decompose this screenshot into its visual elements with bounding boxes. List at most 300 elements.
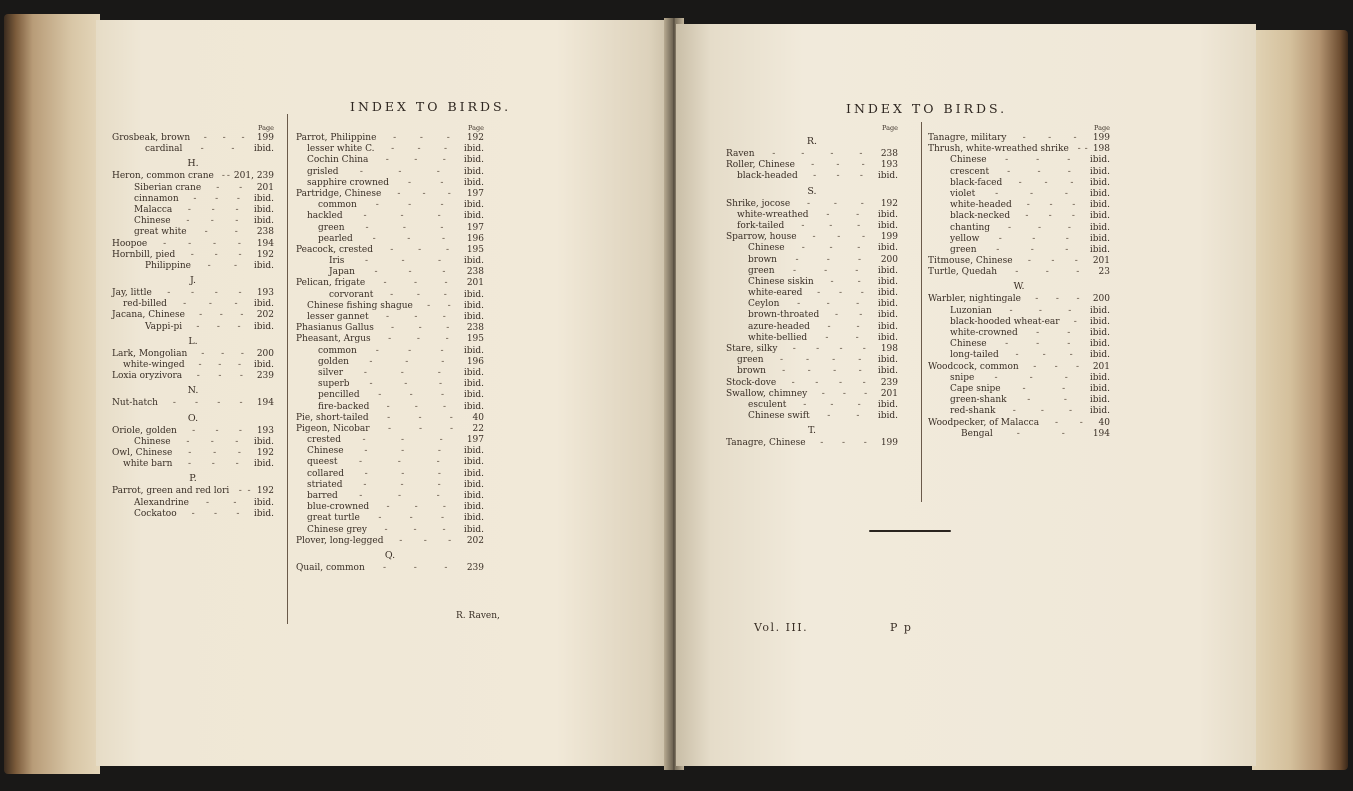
leader-dash: - bbox=[1064, 372, 1068, 383]
leader-dash: - bbox=[1042, 350, 1046, 361]
leader-dash: - bbox=[437, 479, 441, 490]
leader-dash: - bbox=[995, 188, 999, 199]
leader-dash: - bbox=[235, 216, 239, 227]
entry-name: white-headed bbox=[950, 200, 1012, 211]
index-entry bbox=[112, 322, 274, 333]
index-entry bbox=[112, 398, 274, 409]
entry-page: 199 bbox=[256, 133, 274, 143]
entry-page: ibid. bbox=[253, 360, 274, 370]
index-section-letter: R. bbox=[806, 136, 818, 147]
index-section-letter: P. bbox=[189, 473, 197, 485]
leader-dash: - bbox=[1068, 305, 1072, 316]
leader-dash: - bbox=[1048, 211, 1052, 222]
leader-dash: - bbox=[1022, 383, 1026, 394]
leader-dash: - bbox=[856, 299, 860, 310]
entry-page: ibid. bbox=[1089, 395, 1110, 406]
entry-name: striated bbox=[307, 479, 343, 490]
entry-page: ibid. bbox=[877, 288, 898, 299]
entry-page: ibid. bbox=[463, 457, 484, 468]
entry-name: Japan bbox=[329, 267, 355, 278]
leader-dash: - bbox=[369, 356, 373, 367]
entry-page: ibid. bbox=[253, 459, 274, 470]
leader-dash: - bbox=[414, 155, 418, 166]
leader-dash: - bbox=[400, 367, 404, 378]
leader-dash: - bbox=[446, 323, 450, 334]
leader-dash: - bbox=[797, 299, 801, 310]
leader-dash: - bbox=[364, 468, 368, 479]
entry-name: fire-backed bbox=[318, 401, 370, 412]
leader-dash: - bbox=[401, 435, 405, 446]
index-entry bbox=[296, 368, 484, 379]
index-entry bbox=[112, 486, 274, 497]
leader-dash: - bbox=[861, 160, 865, 171]
leader-dash: - bbox=[1073, 316, 1077, 327]
leader-dash: - bbox=[1064, 188, 1068, 199]
index-entry bbox=[296, 502, 484, 513]
entry-name: Owl, Chinese bbox=[112, 447, 173, 458]
leader-dash: - bbox=[390, 323, 394, 334]
entry-page: ibid. bbox=[877, 265, 898, 276]
leader-dash: - bbox=[791, 377, 795, 388]
entry-name: Thrush, white-wreathed shrike bbox=[928, 144, 1069, 155]
page-column-label: Page bbox=[468, 124, 484, 132]
leader-dash: - bbox=[1005, 339, 1009, 350]
entry-name: Chinese bbox=[307, 446, 344, 457]
entry-page: 200 bbox=[880, 254, 898, 265]
leader-dash: - bbox=[214, 249, 218, 260]
index-entry bbox=[928, 167, 1110, 178]
entry-page: ibid. bbox=[877, 243, 898, 254]
leader-dash: - bbox=[830, 276, 834, 287]
leader-dash: - bbox=[237, 238, 241, 249]
leader-dash: - bbox=[241, 133, 245, 143]
leader-dash: - bbox=[388, 423, 392, 434]
entry-page: ibid. bbox=[877, 332, 898, 343]
leader-dash: - bbox=[801, 243, 805, 254]
index-entry bbox=[296, 536, 484, 547]
leader-dash: - bbox=[191, 288, 195, 299]
leader-dash: - bbox=[437, 446, 441, 457]
leader-dash: - bbox=[1079, 417, 1083, 428]
entry-name: red-shank bbox=[950, 406, 996, 417]
entry-name: Philippine bbox=[145, 260, 192, 271]
entry-name: black-faced bbox=[950, 177, 1003, 188]
leader-dash: - bbox=[239, 398, 243, 409]
leader-dash: - bbox=[369, 379, 373, 390]
index-entry bbox=[726, 400, 898, 411]
index-entry bbox=[726, 160, 898, 171]
entry-page: ibid. bbox=[877, 276, 898, 287]
index-entry bbox=[296, 256, 484, 267]
leader-dash: - bbox=[806, 355, 810, 366]
index-entry bbox=[296, 525, 484, 536]
leader-dash: - bbox=[441, 513, 445, 524]
leader-dash: - bbox=[1069, 350, 1073, 361]
leader-dash: - bbox=[449, 423, 453, 434]
leader-dash: - bbox=[226, 171, 230, 182]
leader-dash: - bbox=[1035, 294, 1039, 305]
leader-dash: - bbox=[187, 204, 191, 215]
entry-page: 23 bbox=[1098, 267, 1110, 278]
leader-dash: - bbox=[385, 312, 389, 322]
entry-page: 196 bbox=[466, 356, 484, 367]
entry-name: Warbler, nightingale bbox=[928, 294, 1021, 305]
leader-dash: - bbox=[446, 133, 450, 143]
entry-name: Pigeon, Nicobar bbox=[296, 423, 370, 434]
leader-dash: - bbox=[397, 491, 402, 501]
entry-name: corvorant bbox=[329, 289, 374, 300]
leader-dash: - bbox=[231, 144, 235, 155]
leader-dash: - bbox=[442, 267, 446, 278]
leader-dash: - bbox=[1048, 133, 1052, 143]
leader-dash: - bbox=[378, 513, 382, 524]
leader-dash: - bbox=[442, 401, 446, 412]
entry-name: common bbox=[318, 200, 357, 211]
index-entry bbox=[296, 245, 484, 256]
index-entry bbox=[928, 133, 1110, 144]
index-entry bbox=[296, 357, 484, 368]
leader-dash: - bbox=[374, 267, 378, 278]
leader-dash: - bbox=[408, 345, 412, 356]
leader-dash: - bbox=[210, 436, 214, 447]
entry-page: 196 bbox=[466, 233, 484, 244]
leader-dash: - bbox=[414, 502, 418, 513]
leader-dash: - bbox=[409, 513, 413, 524]
index-entry bbox=[726, 299, 898, 310]
leader-dash: - bbox=[390, 244, 394, 255]
index-entry bbox=[726, 322, 898, 333]
index-entry bbox=[296, 267, 484, 278]
leader-dash: - bbox=[859, 149, 863, 159]
entry-name: Chinese bbox=[748, 243, 785, 254]
leader-dash: - bbox=[205, 497, 210, 508]
entry-name: green bbox=[318, 222, 345, 233]
leader-dash: - bbox=[404, 379, 408, 390]
leader-dash: - bbox=[1065, 233, 1069, 244]
entry-name: Oriole, golden bbox=[112, 425, 177, 436]
entry-name: Parrot, green and red lori bbox=[112, 486, 230, 497]
entry-name: white-bellied bbox=[748, 332, 808, 343]
leader-dash: - bbox=[856, 321, 860, 332]
leader-dash: - bbox=[235, 436, 239, 447]
leader-dash: - bbox=[215, 425, 219, 436]
entry-page: ibid. bbox=[253, 497, 274, 508]
leader-dash: - bbox=[440, 222, 444, 233]
entry-page: ibid. bbox=[877, 220, 898, 231]
leader-dash: - bbox=[1067, 339, 1071, 350]
entry-page: ibid. bbox=[463, 379, 484, 390]
leader-dash: - bbox=[203, 133, 207, 143]
leader-dash: - bbox=[364, 446, 368, 457]
entry-name: white-winged bbox=[123, 360, 185, 370]
index-section-letter: J. bbox=[189, 275, 197, 287]
index-entry bbox=[112, 216, 274, 227]
entry-page: 201 bbox=[466, 278, 484, 289]
leader-dash: - bbox=[397, 457, 401, 468]
left-page bbox=[96, 20, 672, 766]
leader-dash: - bbox=[1084, 144, 1088, 155]
leader-dash: - bbox=[1067, 222, 1071, 233]
entry-page: 199 bbox=[880, 438, 898, 449]
leader-dash: - bbox=[239, 371, 243, 382]
entry-name: Nut-hatch bbox=[112, 398, 158, 409]
index-entry bbox=[296, 379, 484, 390]
entry-name: white-eared bbox=[748, 288, 803, 299]
leader-dash: - bbox=[1063, 395, 1067, 406]
entry-page: 201 bbox=[1092, 256, 1110, 267]
leader-dash: - bbox=[375, 200, 379, 211]
entry-name: Tanagre, Chinese bbox=[726, 438, 806, 449]
entry-page: ibid. bbox=[1089, 383, 1110, 394]
entry-page: ibid. bbox=[1089, 222, 1110, 233]
entry-page: 239 bbox=[466, 562, 484, 573]
entry-page: ibid. bbox=[1089, 166, 1110, 177]
leader-dash: - bbox=[1025, 211, 1029, 222]
leader-dash: - bbox=[1038, 305, 1042, 316]
entry-name: Ceylon bbox=[748, 299, 780, 310]
leader-dash: - bbox=[838, 377, 842, 388]
entry-page: ibid. bbox=[463, 524, 484, 535]
entry-page: 192 bbox=[256, 249, 274, 260]
index-entry bbox=[112, 133, 274, 144]
entry-name: lesser gannet bbox=[307, 312, 369, 322]
index-entry bbox=[296, 155, 484, 166]
leader-dash: - bbox=[362, 435, 366, 446]
entry-page: ibid. bbox=[877, 321, 898, 332]
leader-dash: - bbox=[212, 238, 217, 249]
index-entry bbox=[296, 457, 484, 468]
running-head-right: INDEX TO BIRDS. bbox=[846, 101, 1008, 116]
entry-page: 238 bbox=[256, 227, 274, 238]
leader-dash: - bbox=[192, 425, 196, 436]
leader-dash: - bbox=[858, 355, 862, 366]
leader-dash: - bbox=[833, 366, 837, 377]
leader-dash: - bbox=[440, 177, 444, 188]
leader-dash: - bbox=[363, 479, 367, 490]
leader-dash: - bbox=[196, 371, 200, 382]
leader-dash: - bbox=[441, 390, 445, 401]
leader-dash: - bbox=[1067, 155, 1071, 166]
entry-name: white-wreathed bbox=[737, 209, 809, 220]
leader-dash: - bbox=[839, 344, 843, 354]
index-section-letter: Q. bbox=[384, 549, 396, 561]
leader-dash: - bbox=[238, 425, 242, 436]
leader-dash: - bbox=[442, 524, 446, 535]
entry-page: ibid. bbox=[877, 209, 898, 220]
leader-dash: - bbox=[363, 367, 367, 378]
leader-dash: - bbox=[792, 265, 796, 276]
leader-dash: - bbox=[1076, 267, 1080, 278]
leader-dash: - bbox=[860, 198, 864, 209]
index-entry bbox=[296, 301, 484, 312]
leader-dash: - bbox=[436, 457, 440, 468]
leader-dash: - bbox=[365, 222, 369, 233]
leader-dash: - bbox=[235, 459, 239, 470]
leader-dash: - bbox=[442, 502, 446, 513]
entry-name: Malacca bbox=[134, 204, 173, 215]
leader-dash: - bbox=[832, 355, 836, 366]
leader-dash: - bbox=[407, 233, 411, 244]
entry-name: crescent bbox=[950, 166, 990, 177]
index-entry bbox=[928, 256, 1110, 267]
entry-name: hackled bbox=[307, 211, 343, 222]
leader-dash: - bbox=[240, 310, 244, 321]
entry-page: ibid. bbox=[253, 193, 274, 204]
entry-name: blue-crowned bbox=[307, 502, 370, 513]
leader-dash: - bbox=[864, 388, 868, 399]
leader-dash: - bbox=[237, 447, 241, 458]
leader-dash: - bbox=[221, 171, 225, 182]
leader-dash: - bbox=[1065, 244, 1069, 255]
leader-dash: - bbox=[994, 372, 998, 383]
leader-dash: - bbox=[238, 249, 242, 260]
entry-name: Bengal bbox=[961, 428, 993, 439]
entry-name: Heron, common crane bbox=[112, 171, 214, 182]
entry-page: 238 bbox=[880, 149, 898, 159]
leader-dash: - bbox=[400, 211, 404, 222]
entry-name: Chinese bbox=[950, 339, 987, 350]
entry-name: black-headed bbox=[737, 171, 798, 182]
leader-dash: - bbox=[837, 232, 841, 243]
leader-dash: - bbox=[817, 288, 821, 299]
entry-page: ibid. bbox=[253, 508, 274, 519]
right-index-column-2 bbox=[928, 123, 1110, 440]
leader-dash: - bbox=[372, 233, 376, 244]
index-section-letter: W. bbox=[1013, 281, 1025, 293]
index-entry bbox=[296, 278, 484, 289]
index-entry bbox=[726, 243, 898, 254]
entry-page: ibid. bbox=[877, 399, 898, 410]
index-entry bbox=[112, 183, 274, 194]
index-entry bbox=[296, 413, 484, 424]
leader-dash: - bbox=[1012, 406, 1016, 417]
index-entry bbox=[928, 267, 1110, 278]
index-entry bbox=[112, 310, 274, 321]
entry-page: ibid. bbox=[463, 367, 484, 378]
leader-dash: - bbox=[1040, 406, 1044, 417]
leader-dash: - bbox=[234, 299, 238, 310]
index-section-letter: H. bbox=[187, 158, 199, 170]
leader-dash: - bbox=[186, 436, 190, 447]
entry-name: Turtle, Quedah bbox=[928, 267, 998, 278]
leader-dash: - bbox=[807, 198, 811, 209]
leader-dash: - bbox=[437, 468, 441, 479]
entry-page: 239 bbox=[256, 371, 274, 382]
index-entry bbox=[928, 234, 1110, 245]
leader-dash: - bbox=[200, 144, 204, 155]
leader-dash: - bbox=[816, 344, 820, 354]
leader-dash: - bbox=[1036, 328, 1040, 338]
leader-dash: - bbox=[390, 289, 394, 300]
index-entry bbox=[296, 167, 484, 178]
leader-dash: - bbox=[383, 562, 387, 573]
index-section-letter: L. bbox=[188, 335, 198, 347]
entry-name: Cape snipe bbox=[950, 383, 1001, 394]
entry-page: ibid. bbox=[463, 479, 484, 490]
leader-dash: - bbox=[407, 177, 412, 188]
leader-dash: - bbox=[829, 243, 833, 254]
entry-page: ibid. bbox=[253, 299, 274, 310]
leader-dash: - bbox=[1049, 200, 1053, 211]
leader-dash: - bbox=[1029, 372, 1033, 383]
entry-page: 194 bbox=[256, 398, 274, 409]
leader-dash: - bbox=[378, 390, 382, 401]
leader-dash: - bbox=[855, 265, 859, 276]
signature-mark: P p bbox=[890, 621, 913, 634]
leader-dash: - bbox=[447, 300, 451, 311]
leader-dash: - bbox=[1045, 267, 1049, 278]
entry-name: silver bbox=[318, 367, 344, 378]
leader-dash: - bbox=[400, 479, 404, 490]
leader-dash: - bbox=[807, 366, 811, 377]
leader-dash: - bbox=[188, 447, 192, 458]
leader-dash: - bbox=[858, 254, 862, 265]
entry-name: Chinese siskin bbox=[748, 276, 814, 287]
leader-dash: - bbox=[238, 486, 242, 497]
entry-page: ibid. bbox=[463, 289, 484, 300]
entry-name: Woodpecker, of Malacca bbox=[928, 417, 1040, 428]
leader-dash: - bbox=[779, 355, 783, 366]
entry-name: Hoopoe bbox=[112, 238, 148, 249]
entry-name: Pheasant, Argus bbox=[296, 334, 371, 345]
entry-page: ibid. bbox=[463, 513, 484, 524]
leader-dash: - bbox=[1036, 155, 1040, 166]
entry-name: Cochin China bbox=[307, 155, 369, 166]
index-entry bbox=[928, 223, 1110, 234]
leader-dash: - bbox=[236, 193, 240, 204]
entry-name: long-tailed bbox=[950, 350, 999, 361]
leader-dash: - bbox=[408, 200, 412, 211]
entry-name: barred bbox=[307, 491, 338, 501]
index-entry bbox=[726, 310, 898, 321]
entry-page: ibid. bbox=[1089, 316, 1110, 327]
index-entry bbox=[112, 437, 274, 448]
leader-dash: - bbox=[801, 220, 805, 231]
leader-dash: - bbox=[204, 227, 208, 238]
leader-dash: - bbox=[422, 188, 426, 199]
entry-name: Lark, Mongolian bbox=[112, 348, 188, 359]
entry-name: cinnamon bbox=[134, 193, 179, 204]
leader-dash: - bbox=[414, 312, 418, 322]
entry-name: esculent bbox=[748, 399, 787, 410]
entry-name: black-hooded wheat-ear bbox=[950, 316, 1060, 327]
leader-dash: - bbox=[218, 371, 222, 382]
leader-dash: - bbox=[195, 398, 199, 409]
leader-dash: - bbox=[996, 244, 1000, 255]
index-section-letter: N. bbox=[187, 385, 199, 397]
index-entry bbox=[296, 469, 484, 480]
leader-dash: - bbox=[402, 222, 406, 233]
entry-name: brown bbox=[737, 366, 766, 377]
leader-dash: - bbox=[836, 171, 840, 182]
leader-dash: - bbox=[1074, 256, 1078, 267]
entry-name: brown-throated bbox=[748, 310, 820, 321]
entry-page: 194 bbox=[1092, 428, 1110, 439]
leader-dash: - bbox=[401, 446, 405, 457]
leader-dash: - bbox=[834, 310, 838, 321]
entry-name: grisled bbox=[307, 166, 339, 177]
entry-page: 192 bbox=[466, 133, 484, 143]
index-entry bbox=[296, 133, 484, 144]
leader-dash: - bbox=[439, 379, 443, 390]
page-column-label: Page bbox=[1094, 124, 1110, 132]
leader-dash: - bbox=[440, 345, 444, 356]
entry-page: ibid. bbox=[1089, 155, 1110, 166]
index-entry bbox=[928, 350, 1110, 361]
leader-dash: - bbox=[826, 254, 830, 265]
index-entry bbox=[296, 402, 484, 413]
leader-dash: - bbox=[772, 149, 776, 159]
